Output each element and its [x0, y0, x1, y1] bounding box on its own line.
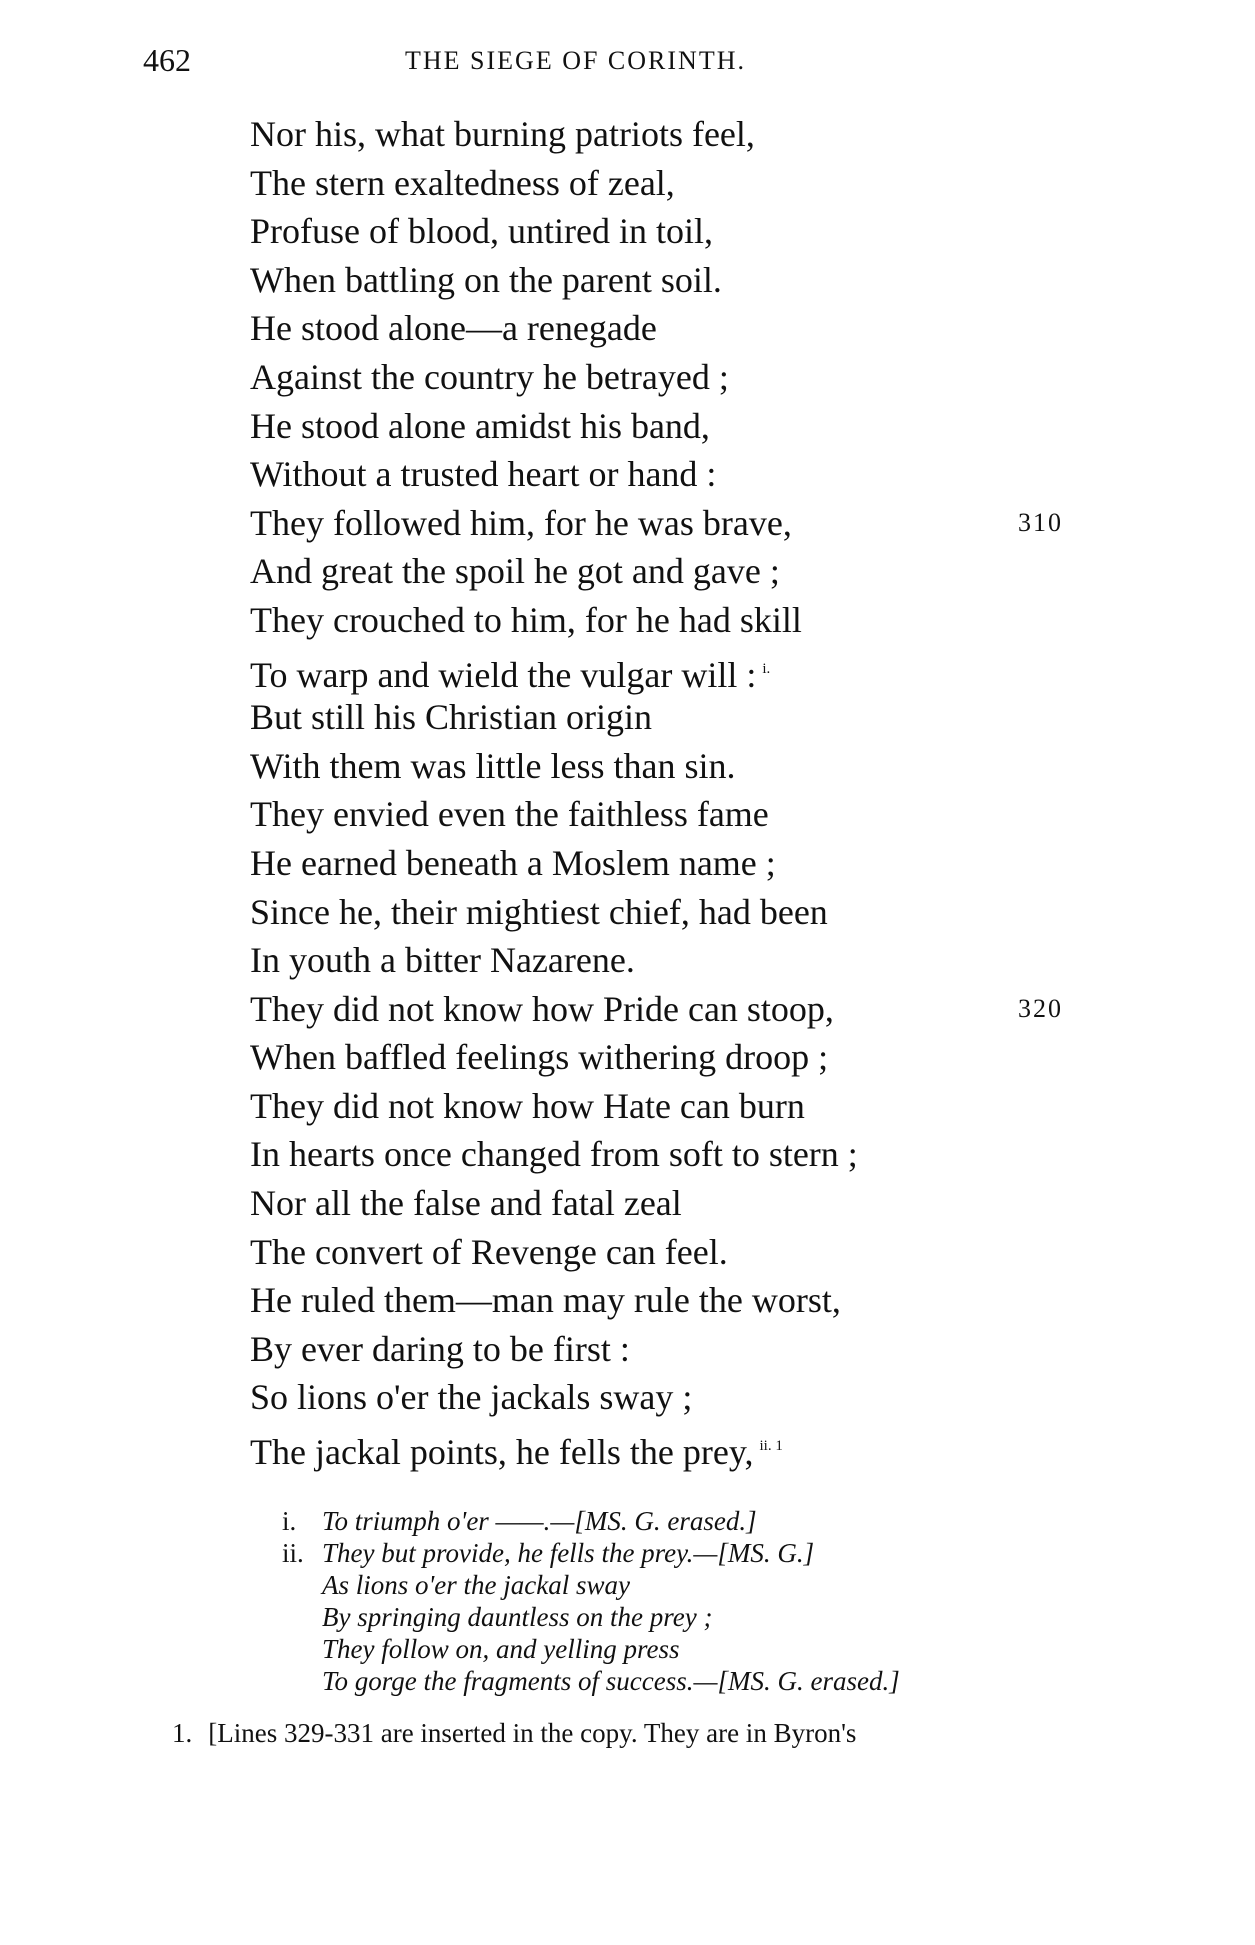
- line-text: They crouched to him, for he had skill: [250, 599, 802, 640]
- variant-text: To triumph o'er ——.—[MS. G. erased.]: [322, 1506, 757, 1536]
- line-text: Since he, their mightiest chief, had been: [250, 891, 828, 932]
- poem-line: [250, 839, 1130, 888]
- variant-row: [270, 1537, 1170, 1569]
- variant-row: [270, 1505, 1170, 1537]
- footnote-marker: 1.: [172, 1718, 193, 1748]
- line-text: The stern exaltedness of zeal,: [250, 162, 675, 203]
- poem-line: [250, 1228, 1130, 1277]
- poem-body: [250, 110, 1130, 1471]
- variant-row: [270, 1569, 1170, 1601]
- variant-row: [270, 1601, 1170, 1633]
- variant-marker: ii.: [282, 1538, 304, 1568]
- page-number: 462: [143, 42, 191, 78]
- poem-line: [250, 353, 1130, 402]
- line-text: Profuse of blood, untired in toil,: [250, 211, 713, 252]
- poem-line: [250, 888, 1130, 937]
- line-text: But still his Christian origin: [250, 697, 653, 738]
- page-header: [0, 42, 1255, 82]
- line-text: In hearts once changed from soft to stern ;: [250, 1134, 858, 1175]
- poem-line: [250, 596, 1130, 645]
- line-text: When battling on the parent soil.: [250, 259, 722, 300]
- line-text: To warp and wield the vulgar will : $^{i.}$: [250, 654, 771, 695]
- line-text: So lions o'er the jackals sway ;: [250, 1377, 693, 1418]
- line-text: He stood alone—a renegade: [250, 308, 657, 349]
- line-text: Against the country he betrayed ;: [250, 356, 729, 397]
- variant-reference: i.: [762, 660, 771, 677]
- poem-line: [250, 936, 1130, 985]
- poem-line: [250, 1179, 1130, 1228]
- poem-line: [250, 693, 1130, 742]
- poem-line: [250, 1276, 1130, 1325]
- line-text: They did not know how Hate can burn: [250, 1085, 805, 1126]
- poem-line: [250, 304, 1130, 353]
- variant-text: As lions o'er the jackal sway: [322, 1570, 630, 1600]
- poem-line: [250, 742, 1130, 791]
- poem-line: [250, 645, 1130, 694]
- line-text: In youth a bitter Nazarene.: [250, 940, 635, 981]
- variant-text: To gorge the fragments of success.—[MS. G. erased.]: [322, 1666, 900, 1696]
- line-text: The jackal points, he fells the prey, $^{ii. 1}$: [250, 1432, 783, 1473]
- poem-line: [250, 1130, 1130, 1179]
- poem-line: [250, 450, 1130, 499]
- line-text: With them was little less than sin.: [250, 745, 736, 786]
- line-text: Without a trusted heart or hand :: [250, 454, 717, 495]
- line-text: They envied even the faithless fame: [250, 794, 769, 835]
- poem-line: [250, 985, 1130, 1034]
- variant-row: [270, 1665, 1170, 1697]
- poem-line: [250, 1082, 1130, 1131]
- poem-line: [250, 402, 1130, 451]
- poem-line: [250, 1422, 1130, 1471]
- footnote: [172, 1718, 1172, 1749]
- poem-line: [250, 110, 1130, 159]
- poem-line: [250, 499, 1130, 548]
- line-text: He stood alone amidst his band,: [250, 405, 710, 446]
- poem-line: [250, 1033, 1130, 1082]
- line-text: Nor all the false and fatal zeal: [250, 1183, 682, 1224]
- line-text: And great the spoil he got and gave ;: [250, 551, 780, 592]
- variant-marker: i.: [282, 1506, 297, 1536]
- line-text: The convert of Revenge can feel.: [250, 1231, 728, 1272]
- variant-text: They but provide, he fells the prey.—[MS. G.]: [322, 1538, 815, 1568]
- line-text: He ruled them—man may rule the worst,: [250, 1280, 841, 1321]
- line-text: By ever daring to be first :: [250, 1328, 630, 1369]
- footnote-text: [Lines 329-331 are inserted in the copy. They are in Byron's: [208, 1718, 857, 1748]
- line-text: Nor his, what burning patriots feel,: [250, 114, 755, 154]
- line-text: He earned beneath a Moslem name ;: [250, 842, 776, 883]
- line-text: When baffled feelings withering droop ;: [250, 1037, 829, 1078]
- line-text: They did not know how Pride can stoop,: [250, 988, 834, 1029]
- poem-line: [250, 790, 1130, 839]
- variant-text: By springing dauntless on the prey ;: [322, 1602, 713, 1632]
- poem-line: [250, 159, 1130, 208]
- line-text: They followed him, for he was brave,: [250, 502, 792, 543]
- variant-row: [270, 1633, 1170, 1665]
- poem-line: [250, 256, 1130, 305]
- poem-line: [250, 1373, 1130, 1422]
- line-number: 310: [1018, 507, 1063, 537]
- poem-line: [250, 1325, 1130, 1374]
- poem-line: [250, 547, 1130, 596]
- variant-reference: ii. 1: [759, 1438, 783, 1455]
- variant-readings: [270, 1505, 1170, 1697]
- variant-text: They follow on, and yelling press: [322, 1634, 680, 1664]
- running-head: THE SIEGE OF CORINTH.: [405, 46, 746, 75]
- poem-line: [250, 207, 1130, 256]
- line-number: 320: [1018, 993, 1063, 1023]
